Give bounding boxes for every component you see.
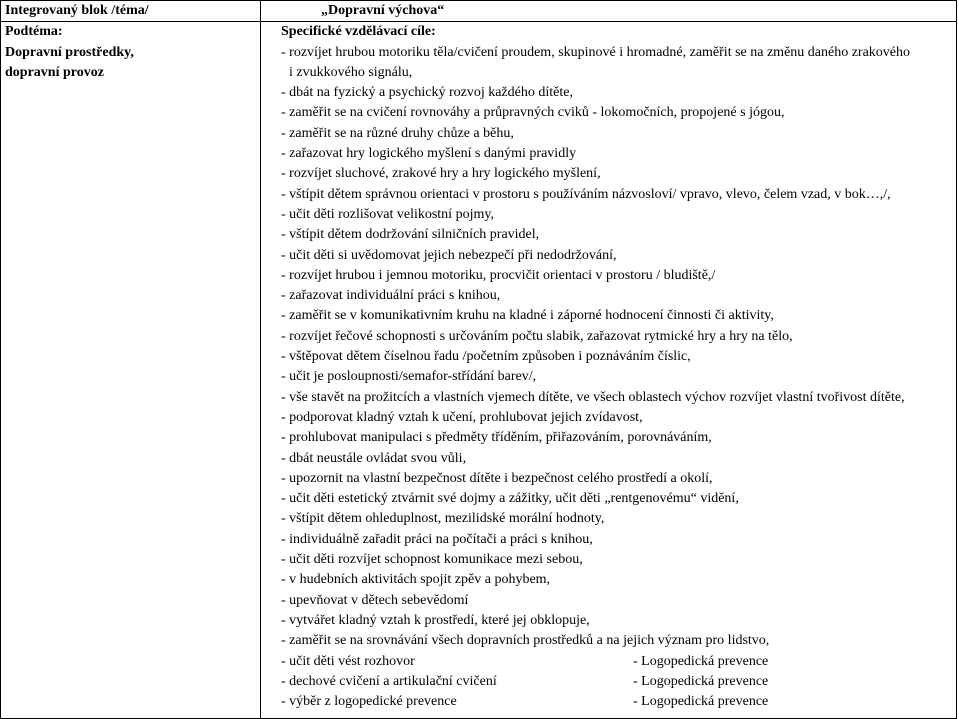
- goal-item: - učit děti si uvědomovat jejich nebezpečí při nedodržování,: [281, 247, 617, 263]
- goal-item: - rozvíjet sluchové, zrakové hry a hry logického myšlení,: [281, 166, 601, 182]
- topic-title-cell: [261, 1, 957, 22]
- goal-item: - vštěpovat dětem číselnou řadu /početním způsoben i poznáváním číslic,: [281, 349, 691, 365]
- goal-item: - prohlubovat manipulaci s předměty tříděním, přiřazováním, porovnáváním,: [281, 430, 712, 446]
- content-row: [1, 22, 957, 719]
- goal-item: - zaměřit se na různé druhy chůze a běhu,: [281, 125, 514, 141]
- goals-heading: Specifické vzdělávací cíle:: [281, 24, 436, 40]
- goal-item: - podporovat kladný vztah k učení, prohlubovat jejich zvídavost,: [281, 409, 643, 425]
- goal-item: - rozvíjet hrubou i jemnou motoriku, procvičit orientaci v prostoru / bludiště,/: [281, 267, 716, 283]
- goal-item: - rozvíjet hrubou motoriku těla/cvičení proudem, skupinové i hromadné, zaměřit se na změnu daného zrakového: [281, 44, 911, 60]
- goal-item: - výběr z logopedické prevence: [281, 694, 457, 710]
- goal-item: - zařazovat individuální práci s knihou,: [281, 288, 501, 304]
- goals-cell: [261, 22, 957, 719]
- subtopic-line-1: Dopravní prostředky,: [5, 44, 134, 60]
- speech-prevention-label: - Logopedická prevence: [633, 673, 769, 689]
- goal-item: - dechové cvičení a artikulační cvičení: [281, 673, 497, 689]
- goal-item: - rozvíjet řečové schopnosti s určováním počtu slabik, zařazovat rytmické hry a hry na tělo,: [281, 328, 793, 344]
- goal-split-row: [281, 672, 956, 692]
- goal-item: - dbát neustále ovládat svou vůli,: [281, 450, 467, 466]
- speech-prevention-label: - Logopedická prevence: [633, 653, 769, 669]
- goal-item: - vštípit dětem správnou orientaci v prostoru s používáním názvosloví/ vpravo, vlevo, čelem vzad, v bok…,/,: [281, 186, 891, 202]
- goal-item: - individuálně zařadit práci na počítači a práci s knihou,: [281, 531, 593, 547]
- block-label-cell: [1, 1, 261, 22]
- goal-item: - učit děti rozlišovat velikostní pojmy,: [281, 206, 494, 222]
- subtopic-line-2: dopravní provoz: [5, 64, 104, 80]
- topic-title: „Dopravní výchova“: [321, 3, 445, 18]
- goal-split-row: [281, 692, 956, 712]
- goal-item: - vštípit dětem ohleduplnost, mezilidské morální hodnoty,: [281, 511, 605, 527]
- header-row: [1, 1, 957, 22]
- speech-prevention-label: - Logopedická prevence: [633, 694, 769, 710]
- subtopic-label: Podtéma:: [5, 24, 63, 40]
- goal-item: - v hudebních aktivitách spojit zpěv a pohybem,: [281, 572, 551, 588]
- goal-item: - zařazovat hry logického myšlení s danými pravidly: [281, 146, 577, 162]
- goal-item: - učit děti estetický ztvárnit své dojmy a zážitky, učit děti „rentgenovému“ vidění,: [281, 491, 739, 507]
- goal-item: - vše stavět na prožitcích a vlastních vjemech dítěte, ve všech oblastech výchov rozvíjet vlastní tvořivost dítěte,: [281, 389, 905, 405]
- goal-item: - vytvářet kladný vztah k prostředí, které jej obklopuje,: [281, 612, 590, 628]
- goal-item: - dbát na fyzický a psychický rozvoj každého dítěte,: [281, 85, 573, 101]
- goal-item: - zaměřit se v komunikativním kruhu na kladné i záporné hodnocení činnosti či aktivity,: [281, 308, 774, 324]
- goal-item: - zaměřit se na cvičení rovnováhy a průpravných cviků - lokomočních, propojené s jógou,: [281, 105, 785, 121]
- goal-item: - učit děti vést rozhovor: [281, 653, 415, 669]
- goal-item: i zvukkového signálu,: [289, 64, 413, 80]
- goal-split-row: [281, 652, 956, 672]
- block-label: Integrovaný blok /téma/: [5, 3, 149, 18]
- subtopic-cell: [1, 22, 261, 719]
- goal-item: - upevňovat v dětech sebevědomí: [281, 592, 469, 608]
- goal-item: - upozornit na vlastní bezpečnost dítěte i bezpečnost celého prostředí a okolí,: [281, 470, 713, 486]
- goal-item: - zaměřit se na srovnávání všech dopravních prostředků a na jejich význam pro lidstvo,: [281, 633, 770, 649]
- goal-item: - učit je posloupnosti/semafor-střídání barev/,: [281, 369, 537, 385]
- goal-item: - vštípit dětem dodržování silničních pravidel,: [281, 227, 540, 243]
- goal-item: - učit děti rozvíjet schopnost komunikace mezi sebou,: [281, 552, 583, 568]
